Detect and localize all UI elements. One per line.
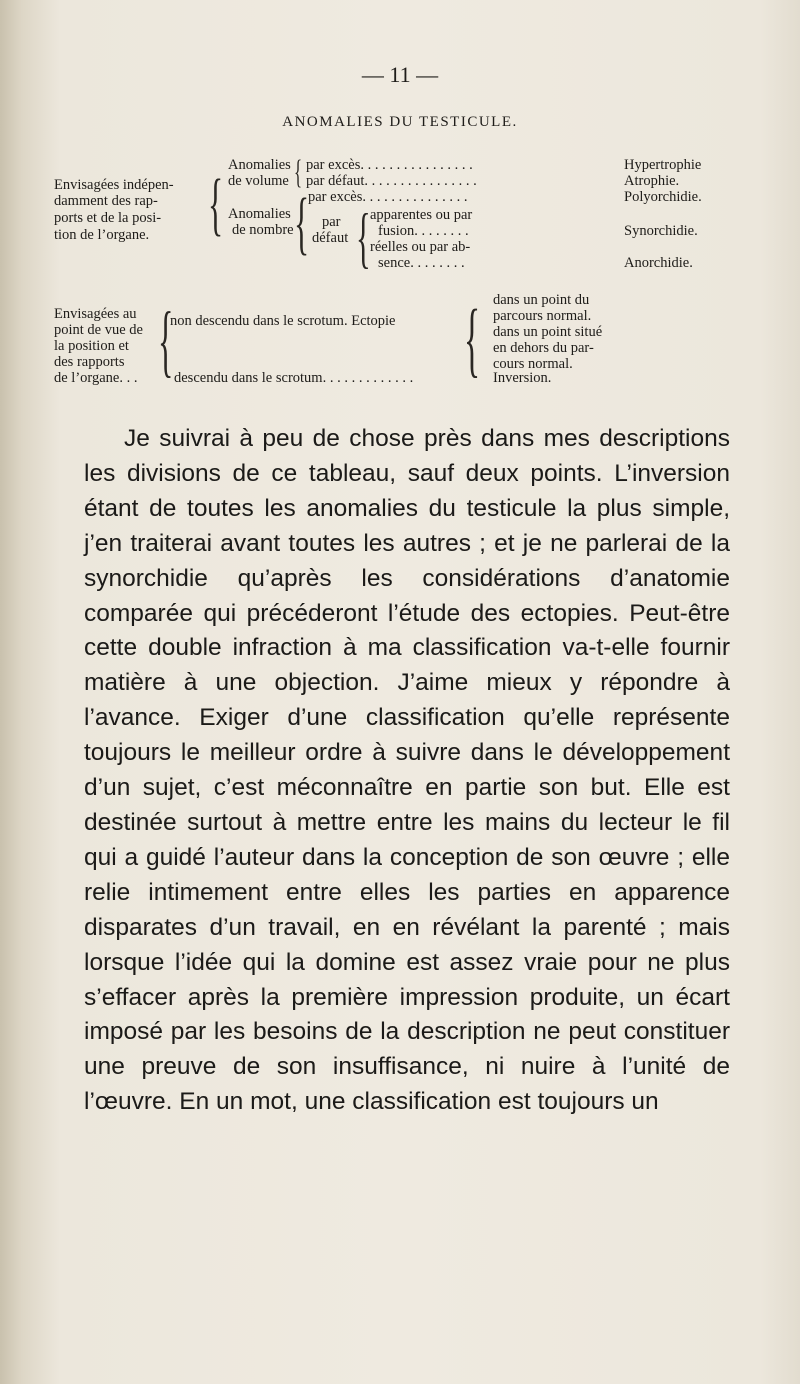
ectopie-sub-line: cours normal. [493,356,573,372]
volume-row-result: Atrophie. [624,173,680,189]
defaut-row-label: apparentes ou par [370,207,473,223]
brace: { [356,199,371,275]
nombre-exces-label: par excès. . . . . . . . . . . . . . . [308,189,468,205]
brace: { [294,185,310,262]
defaut-row-result: Anorchidie. [624,255,693,271]
ectopie-sub-line: parcours normal. [493,308,592,324]
category-line: damment des rap- [54,193,158,209]
volume-label: Anomalies [228,157,291,173]
defaut-row-label: sence. . . . . . . . [378,255,465,271]
defaut-row-result: Synorchidie. [624,223,698,239]
volume-label: de volume [228,173,289,189]
category-line: point de vue de [54,322,143,338]
volume-row-result: Hypertrophie [624,157,702,173]
body-text [84,422,730,1120]
category-line: Envisagées au [54,306,137,322]
ectopie-sub-line: en dehors du par- [493,340,594,356]
category-line: ports et de la posi- [54,210,162,226]
defaut-row-label: réelles ou par ab- [370,239,471,255]
descendu-label: descendu dans le scrotum. . . . . . . . . . . . . [174,370,414,386]
defaut-row-label: fusion. . . . . . . . [378,223,469,239]
nombre-exces-result: Polyorchidie. [624,189,702,205]
brace: { [208,166,224,243]
page-number: — 11 — [361,62,439,87]
ectopie-sub-line: dans un point situé [493,324,603,340]
paragraph: Je suivrai à peu de chose près dans mes descriptions les divisions de ce tableau, sauf deux points. L’inversion étant de toutes les anomalies du testicule la plus simple, j’en traiterai avant toutes les autres ; et je ne parlerai de la synorchidie qu’après les considérations d’anatomie comparée qui précéderont l’étude des ectopies. Peut-être cette double infraction à ma classification va-t-elle fournir matière à une objection. J’aime mieux y répondre à l’avance. Exiger d’une classification qu’elle représente toujours le meilleur ordre à suivre dans le développement d’un sujet, c’est méconnaître en partie son but. Elle est destinée surtout à mettre entre les mains du lecteur le fil qui a guidé l’auteur dans la conception de son œuvre ; elle relie intimement entre elles les parties en apparence disparates d’un travail, en en révélant la parenté ; mais lorsque l’idée qui la domine est assez vraie pour ne plus s’effacer après la première impression produite, un écart imposé par les besoins de la description ne peut constituer une preuve de son insuffisance, ni nuire à l’unité de l’œuvre. En un mot, une classification est toujours un [84,425,730,1116]
descendu-result: Inversion. [493,370,552,386]
non-descendu-label: non descendu dans le scrotum. Ectopie [170,313,396,329]
nombre-label: de nombre [232,222,294,238]
volume-row-label: par défaut. . . . . . . . . . . . . . . . [306,173,477,189]
brace: { [294,154,303,191]
section-heading: ANOMALIES DU TESTICULE. [282,114,518,130]
nombre-label: Anomalies [228,206,291,222]
category-line: la position et [54,338,129,354]
ectopie-sub-line: dans un point du [493,292,590,308]
category-line: de l’organe. . . [54,370,138,386]
brace: { [158,297,174,385]
brace: { [464,293,481,386]
category-line: des rapports [54,354,125,370]
par-defaut-label: défaut [312,230,349,246]
volume-row-label: par excès. . . . . . . . . . . . . . . . [306,157,473,173]
par-defaut-label: par [322,214,341,230]
category-line: Envisagées indépen- [54,177,174,193]
category-line: tion de l’organe. [54,227,150,243]
